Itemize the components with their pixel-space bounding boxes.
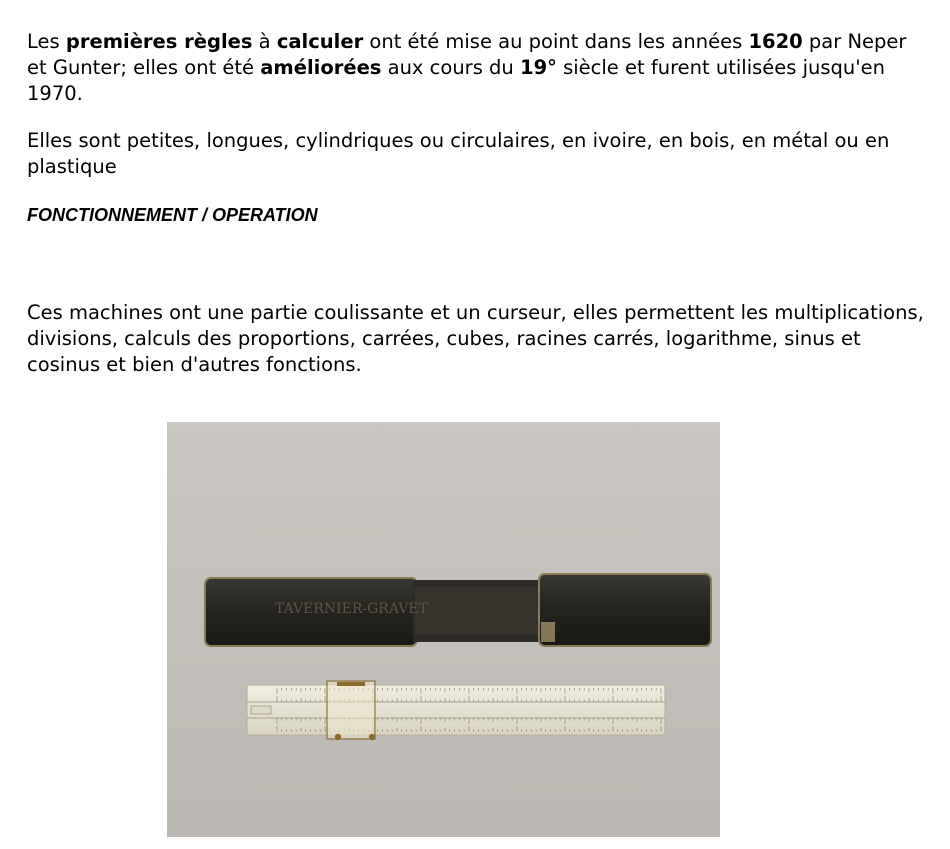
- intro-paragraph: [27, 29, 932, 107]
- operation-paragraph: Ces machines ont une partie coulissante et un curseur, elles permettent les multiplications, divisions, calculs des proportions, carrées, cubes, racines carrés, logarithme, sinus et cosinus et bien d'autres fonctions.: [27, 301, 924, 376]
- case-brand-label: TAVERNIER-GRAVET: [275, 601, 428, 617]
- body-text: ont été mise au point dans les années: [363, 30, 749, 53]
- body-text: par Neper et Gunter; elles ont été: [27, 30, 907, 79]
- slide-rule: [247, 681, 665, 740]
- body-text: siècle et furent utilisées jusqu'en 1970.: [27, 56, 886, 105]
- emphasis-text: 1620: [748, 30, 803, 53]
- section-heading: FONCTIONNEMENT / OPERATION: [27, 205, 318, 225]
- slide-rule-photo: [167, 422, 720, 837]
- emphasis-text: premières règles: [65, 30, 253, 53]
- slide-rule-case: [205, 574, 711, 646]
- emphasis-text: calculer: [276, 30, 364, 53]
- emphasis-text: améliorées: [260, 56, 382, 79]
- body-text: à: [252, 30, 277, 53]
- materials-paragraph: Elles sont petites, longues, cylindriques ou circulaires, en ivoire, en bois, en métal ou en plastique: [27, 129, 890, 178]
- emphasis-text: 19°: [520, 56, 557, 79]
- body-text: aux cours du: [381, 56, 520, 79]
- body-text: Les: [27, 30, 66, 53]
